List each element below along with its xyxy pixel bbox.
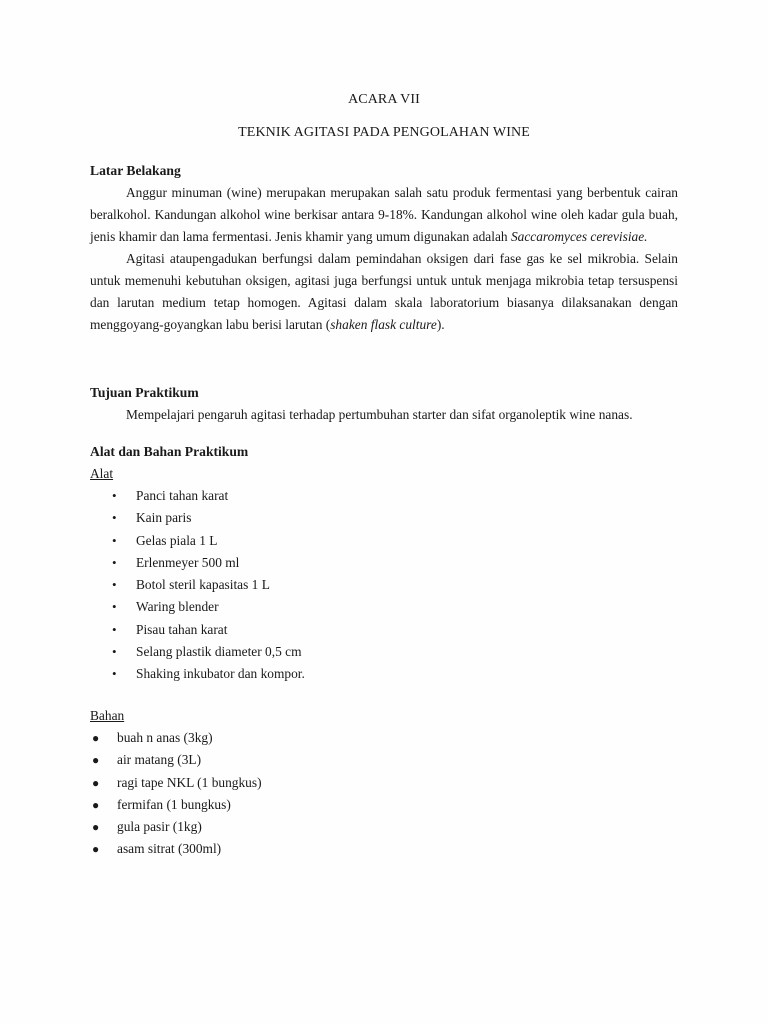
list-item <box>90 507 678 529</box>
bullet-icon: • <box>112 599 117 615</box>
list-item <box>90 727 678 749</box>
paragraph-tujuan: Mempelajari pengaruh agitasi terhadap pertumbuhan starter dan sifat organoleptik wine nanas. <box>126 407 633 422</box>
alat-label: Alat <box>90 466 114 481</box>
section-heading-latar-belakang: Latar Belakang <box>90 163 181 178</box>
document-title: ACARA VII <box>348 92 420 107</box>
section-alat-bahan <box>90 441 678 686</box>
section-heading-tujuan: Tujuan Praktikum <box>90 385 199 400</box>
list-item-label: gula pasir (1kg) <box>117 819 202 835</box>
list-item <box>90 663 678 685</box>
list-item <box>90 816 678 838</box>
section-latar-belakang <box>90 160 678 336</box>
list-item <box>90 574 678 596</box>
bullet-icon: • <box>112 532 117 548</box>
list-item-label: ragi tape NKL (1 bungkus) <box>117 774 262 790</box>
bullet-icon: • <box>112 510 117 526</box>
bullet-icon: • <box>112 554 117 570</box>
list-item <box>90 641 678 663</box>
bullet-icon: ● <box>92 753 100 768</box>
bullet-icon: • <box>112 577 117 593</box>
list-item-label: buah n anas (3kg) <box>117 730 213 745</box>
bullet-icon: • <box>112 644 117 660</box>
document-subtitle: TEKNIK AGITASI PADA PENGOLAHAN WINE <box>238 125 530 140</box>
list-item <box>90 596 678 618</box>
list-item <box>90 794 678 816</box>
list-item-label: Botol steril kapasitas 1 L <box>136 577 270 593</box>
list-item-label: asam sitrat (300ml) <box>117 841 222 857</box>
bullet-icon: • <box>112 666 117 682</box>
bullet-icon: ● <box>92 820 100 835</box>
list-item <box>90 772 678 794</box>
section-heading-alat-bahan: Alat dan Bahan Praktikum <box>90 444 249 459</box>
shaken-flask-term: shaken flask culture <box>330 317 437 332</box>
list-item <box>90 619 678 641</box>
alat-list <box>90 485 678 686</box>
list-item <box>90 485 678 507</box>
bahan-label: Bahan <box>90 708 125 723</box>
bullet-icon: • <box>112 621 117 637</box>
list-item-label: Selang plastik diameter 0,5 cm <box>136 644 302 660</box>
paragraph-anggur <box>90 182 678 248</box>
list-item-label: air matang (3L) <box>117 752 202 768</box>
list-item-label: Waring blender <box>136 599 219 615</box>
bullet-icon: ● <box>92 775 100 790</box>
bullet-icon: • <box>112 488 117 503</box>
list-item-label: Erlenmeyer 500 ml <box>136 554 240 570</box>
paragraph-agitasi-end: ). <box>436 317 445 332</box>
list-item-label: fermifan (1 bungkus) <box>117 796 231 812</box>
list-item <box>90 838 678 860</box>
paragraph-agitasi <box>90 248 678 336</box>
section-tujuan-praktikum <box>90 382 678 426</box>
bullet-icon: ● <box>92 731 100 745</box>
bullet-icon: ● <box>92 797 100 812</box>
list-item-label: Panci tahan karat <box>136 488 229 503</box>
paragraph-anggur-text: Anggur minuman (wine) merupakan merupakan salah satu produk fermentasi yang berbentuk cairan beralkohol. Kandungan alkohol wine berkisar antara 9-18%. Kandungan alkohol wine oleh kadar gula buah, jenis khamir dan lama fermentasi. Jenis khamir yang umum digunakan adalah <box>90 185 678 244</box>
list-item-label: Pisau tahan karat <box>136 621 228 637</box>
list-item-label: Gelas piala 1 L <box>136 532 218 548</box>
species-name: Saccaromyces cerevisiae. <box>510 229 648 244</box>
list-item <box>90 530 678 552</box>
bullet-icon: ● <box>92 842 100 857</box>
paragraph-agitasi-text: Agitasi ataupengadukan berfungsi dalam pemindahan oksigen dari fase gas ke sel mikrobia. Selain untuk memenuhi kebutuhan oksigen, agitasi juga berfungsi untuk untuk menjaga mikrobia tetap tersuspensi dan larutan medium tetap homogen. Agitasi dalam skala laboratorium biasanya dilaksanakan dengan menggoyang-goyangkan labu berisi larutan ( <box>90 251 678 332</box>
bahan-list <box>90 727 678 861</box>
list-item-label: Kain paris <box>136 510 192 526</box>
list-item <box>90 552 678 574</box>
section-bahan <box>90 705 678 861</box>
list-item-label: Shaking inkubator dan kompor. <box>136 666 305 682</box>
list-item <box>90 749 678 771</box>
